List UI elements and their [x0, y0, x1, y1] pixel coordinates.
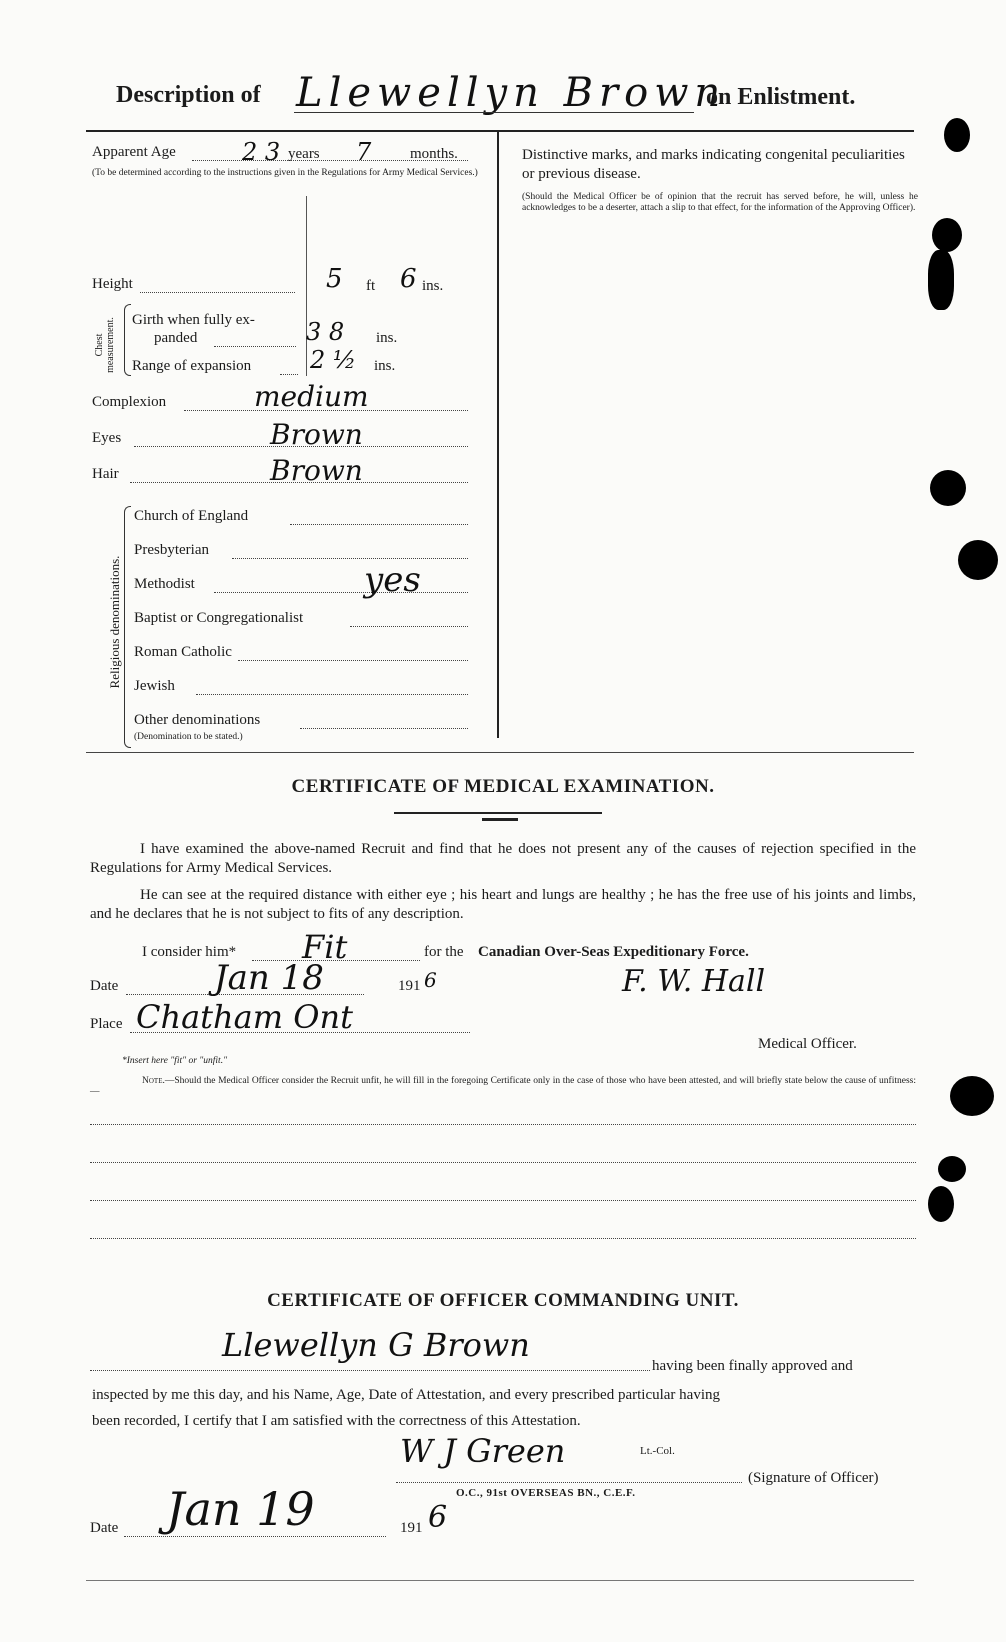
inner-divider	[306, 196, 307, 376]
medical-officer-title: Medical Officer.	[758, 1036, 857, 1052]
girth-label-1: Girth when fully ex-	[132, 312, 255, 328]
column-divider	[497, 130, 499, 738]
eyes-label: Eyes	[92, 430, 122, 446]
medical-year-printed: 191	[398, 978, 421, 994]
commanding-date-value: Jan 19	[166, 1482, 315, 1536]
form-bottom-rule	[86, 752, 914, 753]
binder-hole	[930, 470, 966, 506]
commanding-line-3: been recorded, I certify that I am satisfied with the correctness of this Attestation.	[92, 1413, 581, 1429]
religion-label-roman-catholic: Roman Catholic	[134, 644, 232, 660]
age-label: Apparent Age	[92, 144, 176, 160]
binder-hole	[938, 1156, 966, 1182]
place-label: Place	[90, 1016, 123, 1032]
binder-hole	[928, 1186, 954, 1222]
girth-unit: ins.	[376, 330, 398, 346]
fit-value: Fit	[302, 928, 348, 966]
medical-date-value: Jan 18	[214, 958, 324, 998]
consider-prefix: I consider him*	[142, 944, 237, 960]
age-months-value: 7	[356, 138, 372, 166]
eyes-value: Brown	[270, 418, 363, 451]
distinctive-marks-label: Distinctive marks, and marks indicating congenital peculiarities or previous disease.	[522, 147, 905, 182]
medical-officer-signature: F. W. Hall	[622, 964, 766, 999]
binder-hole	[944, 118, 970, 152]
recruit-name-handwritten: Llewellyn Brown	[296, 70, 727, 116]
height-label: Height	[92, 276, 133, 292]
age-years-value: 2 3	[242, 138, 281, 166]
note-text: —Should the Medical Officer consider the Recruit unfit, he will fill in the foregoing Certificate only in the case of those who have been attested, and will briefly state below the cause of unfitness:—	[90, 1076, 916, 1097]
top-rule	[86, 130, 914, 132]
place-value: Chatham Ont	[136, 998, 353, 1036]
bottom-rule	[86, 1580, 914, 1581]
binder-hole	[932, 218, 962, 252]
years-label: years	[288, 146, 320, 162]
months-label: months.	[410, 146, 458, 162]
unfit-note	[90, 1076, 916, 1098]
religion-side-label: Religious denominations.	[107, 555, 122, 689]
insert-note: *Insert here "fit" or "unfit."	[122, 1056, 228, 1066]
chest-side-label: Chest measurement.	[94, 317, 116, 373]
medical-certificate-heading: CERTIFICATE OF MEDICAL EXAMINATION.	[291, 776, 715, 797]
unfitness-line	[90, 1162, 916, 1163]
header-prefix: Description of	[116, 82, 261, 108]
religion-label-church-of-england: Church of England	[134, 508, 249, 524]
commanding-year-printed: 191	[400, 1520, 423, 1536]
unit-stamp: O.C., 91st OVERSEAS BN., C.E.F.	[456, 1487, 636, 1499]
medical-date-label: Date	[90, 978, 119, 994]
hair-value: Brown	[270, 454, 363, 487]
hair-label: Hair	[92, 466, 119, 482]
consider-suffix: for the	[424, 944, 464, 960]
signature-of-officer-label: (Signature of Officer)	[748, 1470, 879, 1486]
religion-label-baptist: Baptist or Congregationalist	[134, 610, 304, 626]
force-name: Canadian Over-Seas Expeditionary Force.	[478, 944, 749, 960]
range-label: Range of expansion	[132, 358, 252, 374]
range-unit: ins.	[374, 358, 396, 374]
religion-value-methodist: yes	[364, 560, 421, 600]
range-value: 2 ½	[310, 346, 357, 374]
religion-bracket	[124, 506, 131, 748]
unfitness-line	[90, 1238, 916, 1239]
commanding-year-handwritten: 6	[428, 1500, 448, 1535]
religion-label-other: Other denominations	[134, 712, 261, 728]
complexion-value: medium	[254, 380, 369, 413]
commanding-name-value: Llewellyn G Brown	[222, 1326, 530, 1364]
binder-hole	[928, 250, 954, 310]
ins-label: ins.	[422, 278, 444, 294]
note-prefix: Note.	[142, 1076, 165, 1086]
commanding-line-1: having been finally approved and	[652, 1358, 853, 1374]
commanding-line-2: inspected by me this day, and his Name, Age, Date of Attestation, and every prescribed particular having	[92, 1387, 721, 1403]
commanding-date-label: Date	[90, 1520, 119, 1536]
height-ft-value: 5	[326, 264, 343, 294]
unfitness-line	[90, 1200, 916, 1201]
commanding-officer-signature: W J Green	[400, 1432, 566, 1470]
commanding-rank: Lt.-Col.	[640, 1445, 675, 1457]
age-note: (To be determined according to the instructions given in the Regulations for Army Medical Services.)	[92, 168, 478, 178]
girth-value: 3 8	[306, 318, 345, 346]
religion-label-methodist: Methodist	[134, 576, 195, 592]
medical-paragraph-1: I have examined the above-named Recruit and find that he does not present any of the causes of rejection specified in the Regulations for Army Medical Services.	[90, 841, 916, 876]
denomination-note: (Denomination to be stated.)	[134, 732, 243, 742]
height-in-value: 6	[400, 264, 417, 294]
religion-label-jewish: Jewish	[134, 678, 175, 694]
girth-label-2: panded	[154, 330, 198, 346]
unfitness-line	[90, 1124, 916, 1125]
medical-year-handwritten: 6	[424, 968, 437, 992]
distinctive-marks-note: (Should the Medical Officer be of opinion that the recruit has served before, he will, unless he acknowledges to be a deserter, attach a slip to that effect, for the information of the Approving Officer).	[522, 192, 918, 213]
binder-hole	[950, 1076, 994, 1116]
medical-paragraph-2: He can see at the required distance with either eye ; his heart and lungs are healthy ; he has the free use of his joints and limbs, and he declares that he is not subject to fits of any description.	[90, 887, 916, 922]
complexion-label: Complexion	[92, 394, 167, 410]
ft-label: ft	[366, 278, 376, 294]
header-suffix: on Enlistment.	[706, 84, 856, 110]
religion-label-presbyterian: Presbyterian	[134, 542, 209, 558]
commanding-certificate-heading: CERTIFICATE OF OFFICER COMMANDING UNIT.	[267, 1290, 739, 1311]
chest-bracket	[124, 304, 131, 376]
binder-hole	[958, 540, 998, 580]
